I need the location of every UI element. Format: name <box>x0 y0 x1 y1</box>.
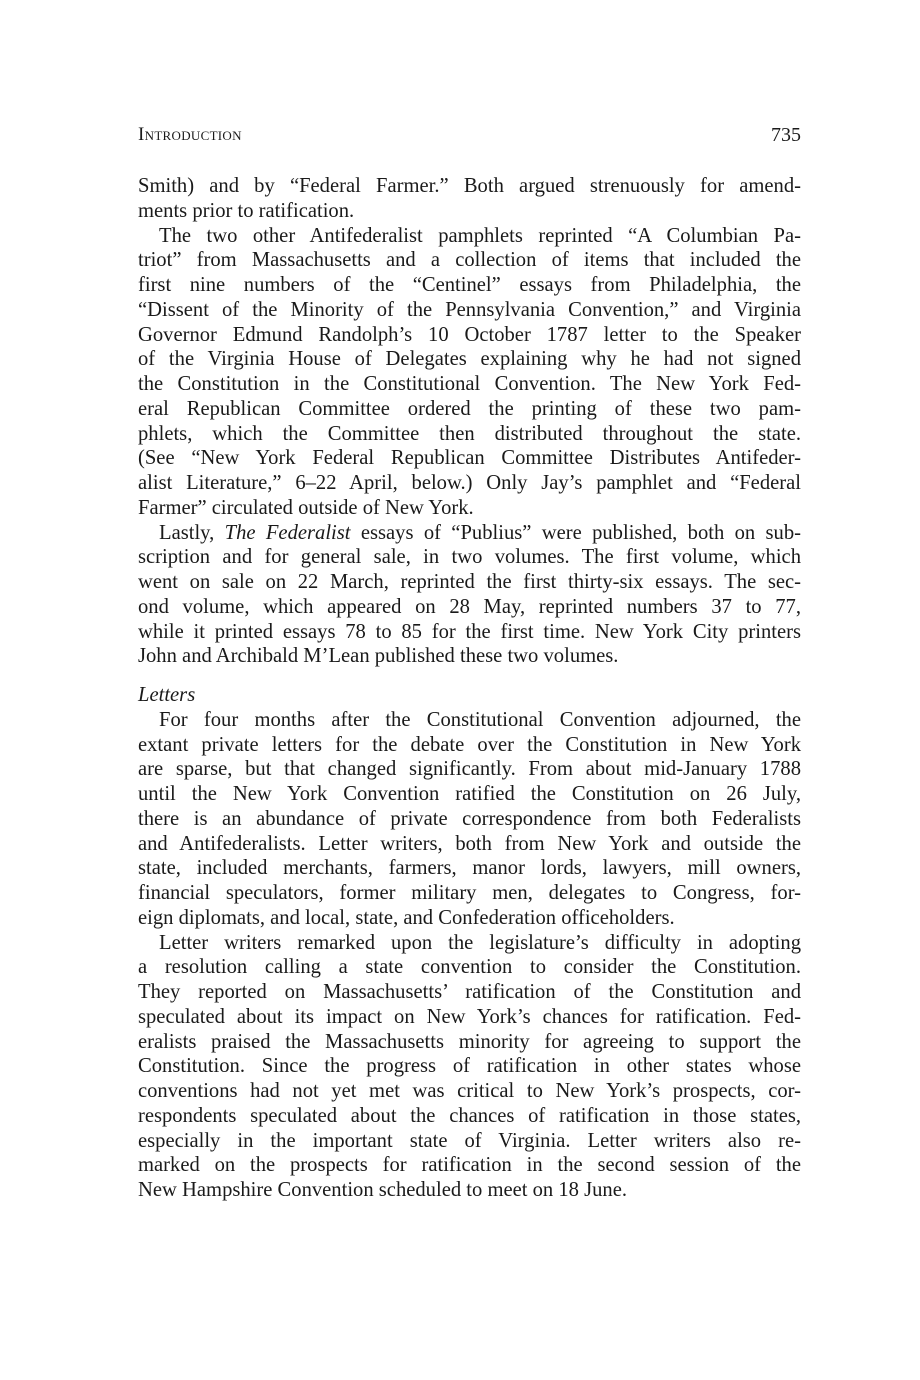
text-line: until the New York Convention ratified the Constitution on 26 July, <box>138 783 801 805</box>
text-line: financial speculators, former military men, delegates to Congress, for- <box>138 882 801 904</box>
text-line: They reported on Massachusetts’ ratification of the Constitution and <box>138 981 801 1003</box>
text-line: eralists praised the Massachusetts minority for agreeing to support the <box>138 1030 801 1053</box>
text-line: speculated about its impact on New York’s chances for ratification. Fed- <box>138 1005 801 1028</box>
text-line: state, included merchants, farmers, manor lords, lawyers, mill owners, <box>138 857 801 880</box>
text-line: a resolution calling a state convention to consider the Constitution. <box>138 956 801 979</box>
text-line: triot” from Massachusetts and a collection of items that included the <box>138 249 801 272</box>
body-text <box>138 174 801 1203</box>
running-head-title: Introduction <box>138 124 242 145</box>
text-line: Constitution. Since the progress of ratification in other states whose <box>138 1055 801 1078</box>
paragraphs-before <box>138 174 801 669</box>
text-line: are sparse, but that changed significantly. From about mid-January 1788 <box>138 758 801 781</box>
text-line: Governor Edmund Randolph’s 10 October 1787 letter to the Speaker <box>138 323 801 346</box>
paragraph <box>138 521 801 670</box>
text-line: For four months after the Constitutional Convention adjourned, the <box>159 708 801 731</box>
section-heading: Letters <box>138 684 196 706</box>
text-line: Smith) and by “Federal Farmer.” Both argued strenuously for amend- <box>138 175 801 197</box>
paragraph <box>138 931 801 1203</box>
text-line: phlets, which the Committee then distributed throughout the state. <box>138 422 801 445</box>
text-line: John and Archibald M’Lean published these two volumes. <box>138 645 619 668</box>
text-line: conventions had not yet met was critical to New York’s prospects, cor- <box>138 1080 801 1102</box>
text-line: alist Literature,” 6–22 April, below.) Only Jay’s pamphlet and “Federal <box>138 472 801 494</box>
paragraph <box>138 708 801 931</box>
text-line: scription and for general sale, in two volumes. The first volume, which <box>138 546 801 569</box>
text-line: New Hampshire Convention scheduled to meet on 18 June. <box>138 1179 628 1201</box>
text-line: especially in the important state of Virginia. Letter writers also re- <box>138 1129 801 1152</box>
text-line: marked on the prospects for ratification in the second session of the <box>138 1154 801 1177</box>
page-number: 735 <box>771 124 801 146</box>
text-line: “Dissent of the Minority of the Pennsylvania Convention,” and Virginia <box>138 298 801 321</box>
text-line: ments prior to ratification. <box>138 199 355 222</box>
text-line: and Antifederalists. Letter writers, both from New York and outside the <box>138 832 801 855</box>
text-line: Farmer” circulated outside of New York. <box>138 496 474 519</box>
text-line: Letter writers remarked upon the legislature’s difficulty in adopting <box>159 931 801 954</box>
text-line: The two other Antifederalist pamphlets reprinted “A Columbian Pa- <box>159 224 801 247</box>
running-head <box>138 124 801 148</box>
paragraph <box>138 174 801 224</box>
text-line: first nine numbers of the “Centinel” essays from Philadelphia, the <box>138 274 801 296</box>
text-line: eign diplomats, and local, state, and Confederation officeholders. <box>138 906 675 929</box>
text-line: ond volume, which appeared on 28 May, reprinted numbers 37 to 77, <box>138 595 801 618</box>
text-line: respondents speculated about the chances of ratification in those states, <box>138 1104 801 1127</box>
text-line: of the Virginia House of Delegates explaining why he had not signed <box>138 348 801 371</box>
text-line: eral Republican Committee ordered the printing of these two pam- <box>138 397 801 420</box>
text-line: (See “New York Federal Republican Committee Distributes Antifeder- <box>138 447 801 470</box>
text-line: the Constitution in the Constitutional Convention. The New York Fed- <box>138 373 801 395</box>
paragraphs-after <box>138 708 801 1203</box>
text-line: there is an abundance of private correspondence from both Federalists <box>138 807 801 830</box>
text-line: Lastly, The Federalist essays of “Publius” were published, both on sub- <box>159 521 801 544</box>
text-line: while it printed essays 78 to 85 for the first time. New York City printers <box>138 620 801 643</box>
italic-title: The Federalist <box>224 521 351 544</box>
paragraph <box>138 224 801 521</box>
text-line: went on sale on 22 March, reprinted the first thirty-six essays. The sec- <box>138 571 801 593</box>
text-line: extant private letters for the debate over the Constitution in New York <box>138 733 801 756</box>
